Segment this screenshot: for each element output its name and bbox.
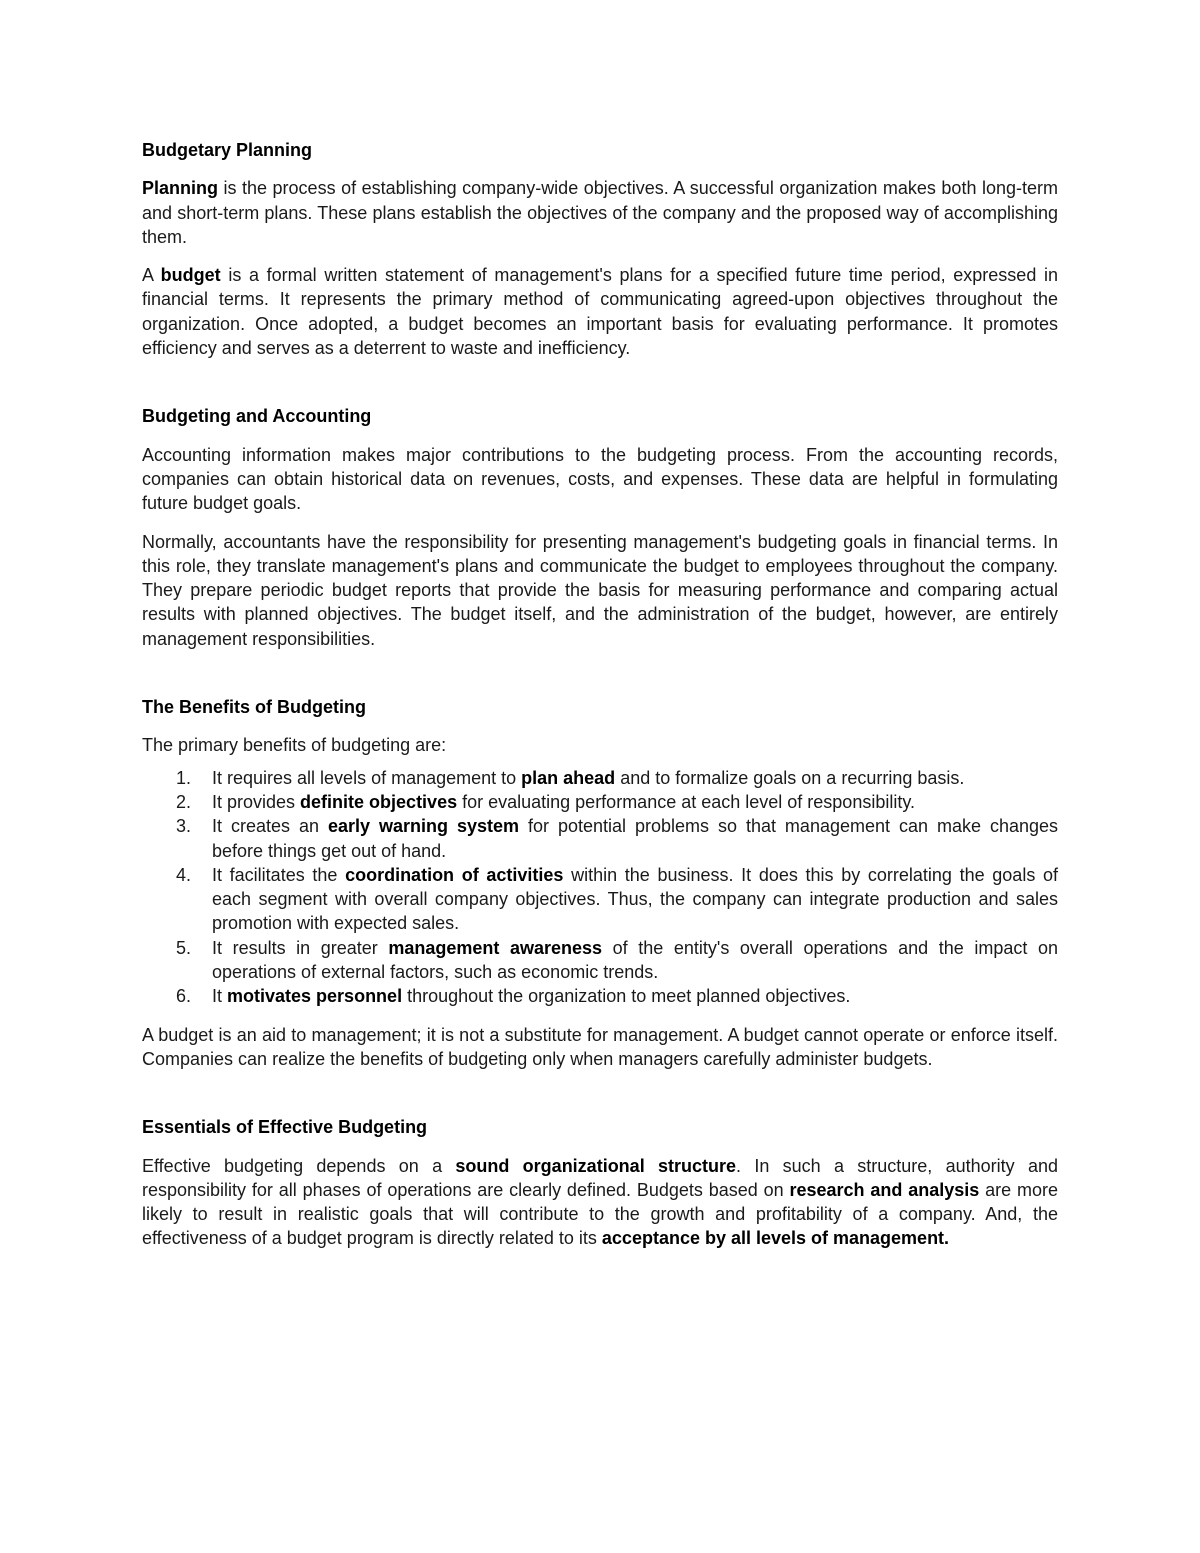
text-run: of the entity's overall operations and the impact on operations of external factors, such as economic trends. <box>212 937 1058 983</box>
text-run: and to formalize goals on a recurring basis. <box>615 767 965 788</box>
list-item <box>142 766 1058 790</box>
list-item <box>142 790 1058 814</box>
section-heading: The Benefits of Budgeting <box>142 697 366 718</box>
text-run: Normally, accountants have the responsibility for presenting management's budgeting goals in financial terms. In this role, they translate management's plans and communicate the budget to employees throughout the company. They prepare periodic budget reports that provide the basis for measuring performance and comparing actual results with planned objectives. The budget itself, and the administration of the budget, however, are entirely management responsibilities. <box>142 531 1058 649</box>
section-essentials-of-effective-budgeting <box>142 1115 1058 1250</box>
document-page <box>142 138 1058 1291</box>
text-run: A <box>142 265 161 286</box>
text-run: throughout the organization to meet planned objectives. <box>402 986 851 1007</box>
paragraph <box>142 530 1058 651</box>
section-budgeting-and-accounting <box>142 404 1058 651</box>
list-number: 2. <box>176 791 192 812</box>
text-run: is the process of establishing company-wide objectives. A successful organization makes both long-term and short-term plans. These plans establish the objectives of the company and the proposed way of accomplishing them. <box>142 178 1058 247</box>
paragraph <box>142 1023 1058 1072</box>
list-intro: The primary benefits of budgeting are: <box>142 735 447 756</box>
bold-term: definite objectives <box>300 791 458 812</box>
text-run: for potential problems so that management can make changes before things get out of hand. <box>212 816 1058 861</box>
bold-term: acceptance by all levels of management. <box>601 1228 950 1249</box>
benefits-list <box>142 766 1058 1009</box>
bold-term: early warning system <box>327 816 519 837</box>
bold-term: research and analysis <box>789 1179 980 1200</box>
text-run: It facilitates the <box>212 864 346 885</box>
bold-term: management awareness <box>388 937 603 958</box>
text-run: Accounting information makes major contributions to the budgeting process. From the accounting records, companies can obtain historical data on revenues, costs, and expenses. These data are helpful in formulating future budget goals. <box>142 444 1058 514</box>
bold-term: sound organizational structure <box>455 1155 737 1176</box>
text-run: within the business. It does this by correlating the goals of each segment with overall company objectives. Thus, the company can integrate production and sales promotion with expected sales. <box>212 864 1058 934</box>
bold-term: budget <box>160 265 221 286</box>
text-run: It requires all levels of management to <box>212 767 522 788</box>
bold-term: plan ahead <box>521 767 616 788</box>
list-number: 3. <box>176 816 192 837</box>
list-number: 6. <box>176 986 192 1007</box>
text-run: A budget is an aid to management; it is not a substitute for management. A budget cannot operate or enforce itself. Companies can realize the benefits of budgeting only when managers carefully administer budgets. <box>142 1024 1058 1069</box>
section-benefits-of-budgeting <box>142 695 1058 1071</box>
text-run: for evaluating performance at each level of responsibility. <box>457 791 916 812</box>
text-run: It <box>212 986 228 1007</box>
section-heading: Budgeting and Accounting <box>142 406 372 427</box>
bold-term: Planning <box>142 178 218 199</box>
paragraph <box>142 443 1058 516</box>
paragraph <box>142 176 1058 249</box>
section-heading: Budgetary Planning <box>142 140 313 160</box>
list-number: 4. <box>176 864 192 885</box>
bold-term: motivates personnel <box>227 986 403 1007</box>
section-budgetary-planning <box>142 138 1058 360</box>
list-item <box>142 936 1058 985</box>
list-item <box>142 863 1058 936</box>
text-run: It creates an <box>212 816 328 837</box>
section-heading: Essentials of Effective Budgeting <box>142 1117 428 1138</box>
paragraph <box>142 263 1058 360</box>
list-number: 1. <box>176 767 192 788</box>
text-run: It provides <box>212 791 301 812</box>
bold-term: coordination of activities <box>345 864 564 885</box>
text-run: are more likely to result in realistic goals that will contribute to the growth and profitability of a company. And, the effectiveness of a budget program is directly related to its <box>142 1179 1058 1249</box>
list-item <box>142 984 1058 1008</box>
text-run: It results in greater <box>212 937 389 958</box>
text-run: . In such a structure, authority and responsibility for all phases of operations are clearly defined. Budgets based on <box>142 1155 1058 1200</box>
list-number: 5. <box>176 937 192 958</box>
text-run: Effective budgeting depends on a <box>142 1155 456 1176</box>
text-run: is a formal written statement of management's plans for a specified future time period, expressed in financial terms. It represents the primary method of communicating agreed-upon objectives throughout the organization. Once adopted, a budget becomes an important basis for evaluating performance. It promotes efficiency and serves as a deterrent to waste and inefficiency. <box>142 265 1058 359</box>
list-item <box>142 814 1058 863</box>
paragraph <box>142 1154 1058 1251</box>
